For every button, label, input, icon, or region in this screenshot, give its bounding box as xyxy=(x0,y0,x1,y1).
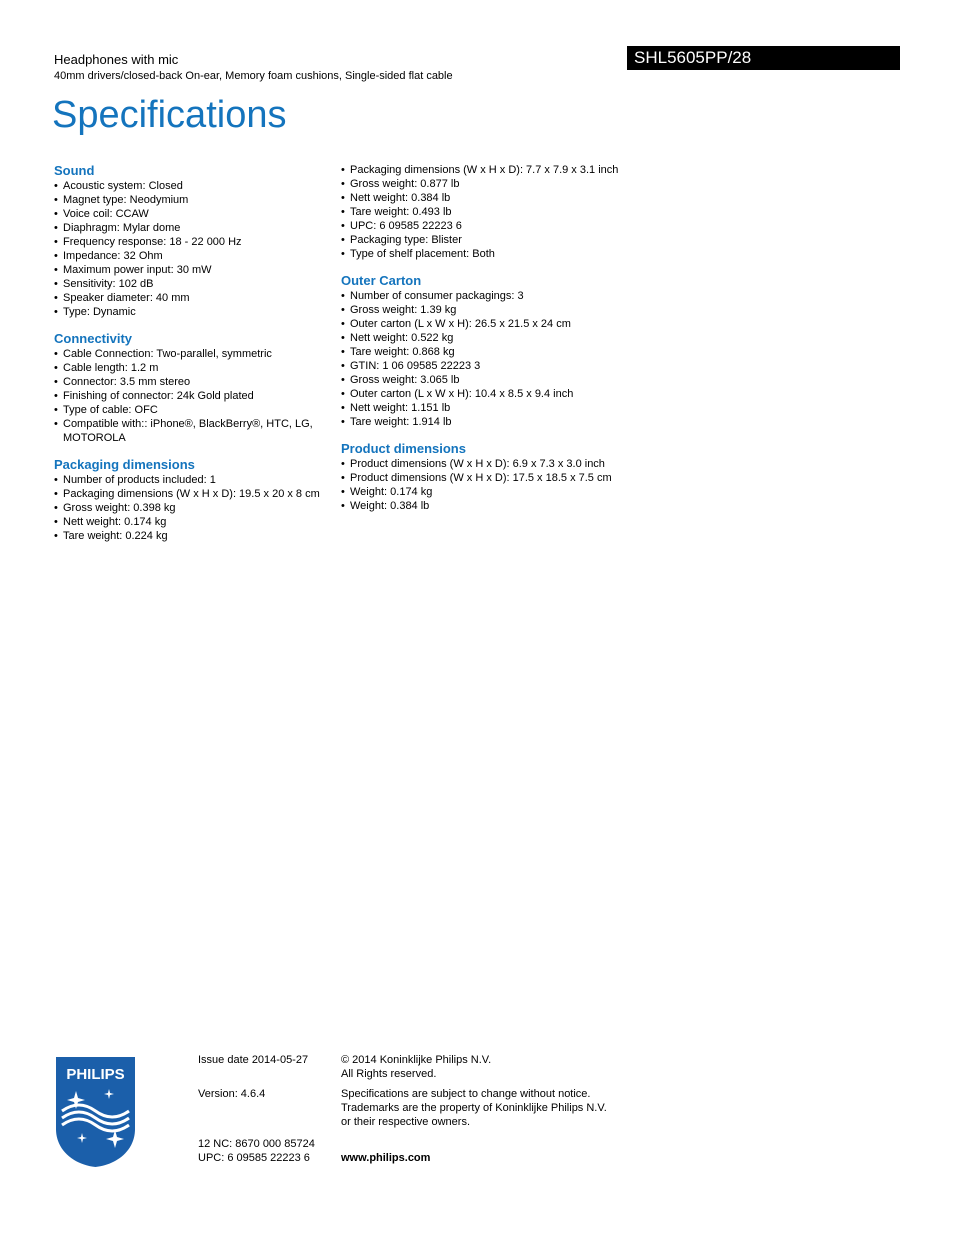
spec-item: • Outer carton (L x W x H): 10.4 x 8.5 x 9.4 inch xyxy=(341,387,631,401)
spec-item: • Gross weight: 0.877 lb xyxy=(341,177,631,191)
section-title: Product dimensions xyxy=(341,441,466,456)
spec-item: • Sensitivity: 102 dB xyxy=(54,277,339,291)
version: Version: 4.6.4 xyxy=(198,1088,266,1100)
product-description: 40mm drivers/closed-back On-ear, Memory foam cushions, Single-sided flat cable xyxy=(54,70,453,82)
spec-item: • Gross weight: 1.39 kg xyxy=(341,303,631,317)
spec-item: • Maximum power input: 30 mW xyxy=(54,263,339,277)
spec-item: • Nett weight: 0.384 lb xyxy=(341,191,631,205)
spec-item: • Number of consumer packagings: 3 xyxy=(341,289,631,303)
footer-meta xyxy=(198,1053,328,1165)
spec-item: • Outer carton (L x W x H): 26.5 x 21.5 x 24 cm xyxy=(341,317,631,331)
spec-item: • Compatible with:: iPhone®, BlackBerry®, HTC, LG, MOTOROLA xyxy=(54,417,339,445)
spec-item: • Tare weight: 0.224 kg xyxy=(54,529,339,543)
spec-section-packaging-continued xyxy=(341,163,631,261)
spec-list xyxy=(54,179,339,319)
spec-item: • Gross weight: 0.398 kg xyxy=(54,501,339,515)
spec-item: • Packaging dimensions (W x H x D): 19.5 x 20 x 8 cm xyxy=(54,487,339,501)
spec-item: • Product dimensions (W x H x D): 6.9 x 7.3 x 3.0 inch xyxy=(341,457,631,471)
issue-date: Issue date 2014-05-27 xyxy=(198,1054,309,1066)
spec-item: • Finishing of connector: 24k Gold plated xyxy=(54,389,339,403)
spec-item: • Nett weight: 0.522 kg xyxy=(341,331,631,345)
spec-item: • Cable Connection: Two-parallel, symmetric xyxy=(54,347,339,361)
model-badge: SHL5605PP/28 xyxy=(627,46,900,70)
spec-item: • GTIN: 1 06 09585 22223 3 xyxy=(341,359,631,373)
spec-item: • Type of cable: OFC xyxy=(54,403,339,417)
spec-section-outer-carton xyxy=(341,273,631,429)
spec-item: • Voice coil: CCAW xyxy=(54,207,339,221)
upc-code: UPC: 6 09585 22223 6 xyxy=(198,1152,310,1164)
spec-item: • Weight: 0.174 kg xyxy=(341,485,631,499)
spec-item: • Connector: 3.5 mm stereo xyxy=(54,375,339,389)
spec-item: • Tare weight: 0.493 lb xyxy=(341,205,631,219)
spec-item: • Cable length: 1.2 m xyxy=(54,361,339,375)
spec-list xyxy=(54,347,339,445)
spec-column-left xyxy=(54,163,339,555)
spec-section-sound xyxy=(54,163,339,319)
spec-item: • Nett weight: 1.151 lb xyxy=(341,401,631,415)
spec-item: • Nett weight: 0.174 kg xyxy=(54,515,339,529)
spec-list xyxy=(341,289,631,429)
spec-item: • UPC: 6 09585 22223 6 xyxy=(341,219,631,233)
section-title: Sound xyxy=(54,163,95,178)
logo-wordmark: PHILIPS xyxy=(66,1066,125,1083)
notice-line: or their respective owners. xyxy=(341,1116,470,1128)
spec-item: • Acoustic system: Closed xyxy=(54,179,339,193)
product-line: Headphones with mic xyxy=(54,52,179,67)
spec-item: • Diaphragm: Mylar dome xyxy=(54,221,339,235)
copyright: © 2014 Koninklijke Philips N.V. xyxy=(341,1054,492,1066)
spec-item: • Frequency response: 18 - 22 000 Hz xyxy=(54,235,339,249)
footer-legal xyxy=(341,1053,631,1165)
nc-code: 12 NC: 8670 000 85724 xyxy=(198,1138,315,1150)
section-title: Connectivity xyxy=(54,331,133,346)
section-title: Outer Carton xyxy=(341,273,422,288)
spec-item: • Gross weight: 3.065 lb xyxy=(341,373,631,387)
section-title: Packaging dimensions xyxy=(54,457,195,472)
spec-item: • Weight: 0.384 lb xyxy=(341,499,631,513)
spec-list xyxy=(341,457,631,513)
spec-item: • Packaging type: Blister xyxy=(341,233,631,247)
spec-item: • Tare weight: 1.914 lb xyxy=(341,415,631,429)
notice-line: Specifications are subject to change without notice. xyxy=(341,1088,591,1100)
spec-section-connectivity xyxy=(54,331,339,445)
rights: All Rights reserved. xyxy=(341,1068,437,1080)
spec-item: • Product dimensions (W x H x D): 17.5 x 18.5 x 7.5 cm xyxy=(341,471,631,485)
spec-section-packaging-dimensions xyxy=(54,457,339,543)
spec-item: • Type of shelf placement: Both xyxy=(341,247,631,261)
spec-column-right xyxy=(341,163,631,525)
philips-shield-logo xyxy=(54,1055,137,1168)
spec-item: • Type: Dynamic xyxy=(54,305,339,319)
spec-item: • Number of products included: 1 xyxy=(54,473,339,487)
spec-item: • Speaker diameter: 40 mm xyxy=(54,291,339,305)
spec-item: • Impedance: 32 Ohm xyxy=(54,249,339,263)
spec-list xyxy=(54,473,339,543)
spec-item: • Magnet type: Neodymium xyxy=(54,193,339,207)
spec-item: • Tare weight: 0.868 kg xyxy=(341,345,631,359)
spec-section-product-dimensions xyxy=(341,441,631,513)
website-link[interactable]: www.philips.com xyxy=(341,1152,431,1164)
spec-list xyxy=(341,163,631,261)
notice-line: Trademarks are the property of Koninklijke Philips N.V. xyxy=(341,1102,607,1114)
page-title: Specifications xyxy=(52,94,287,136)
spec-item: • Packaging dimensions (W x H x D): 7.7 x 7.9 x 3.1 inch xyxy=(341,163,631,177)
